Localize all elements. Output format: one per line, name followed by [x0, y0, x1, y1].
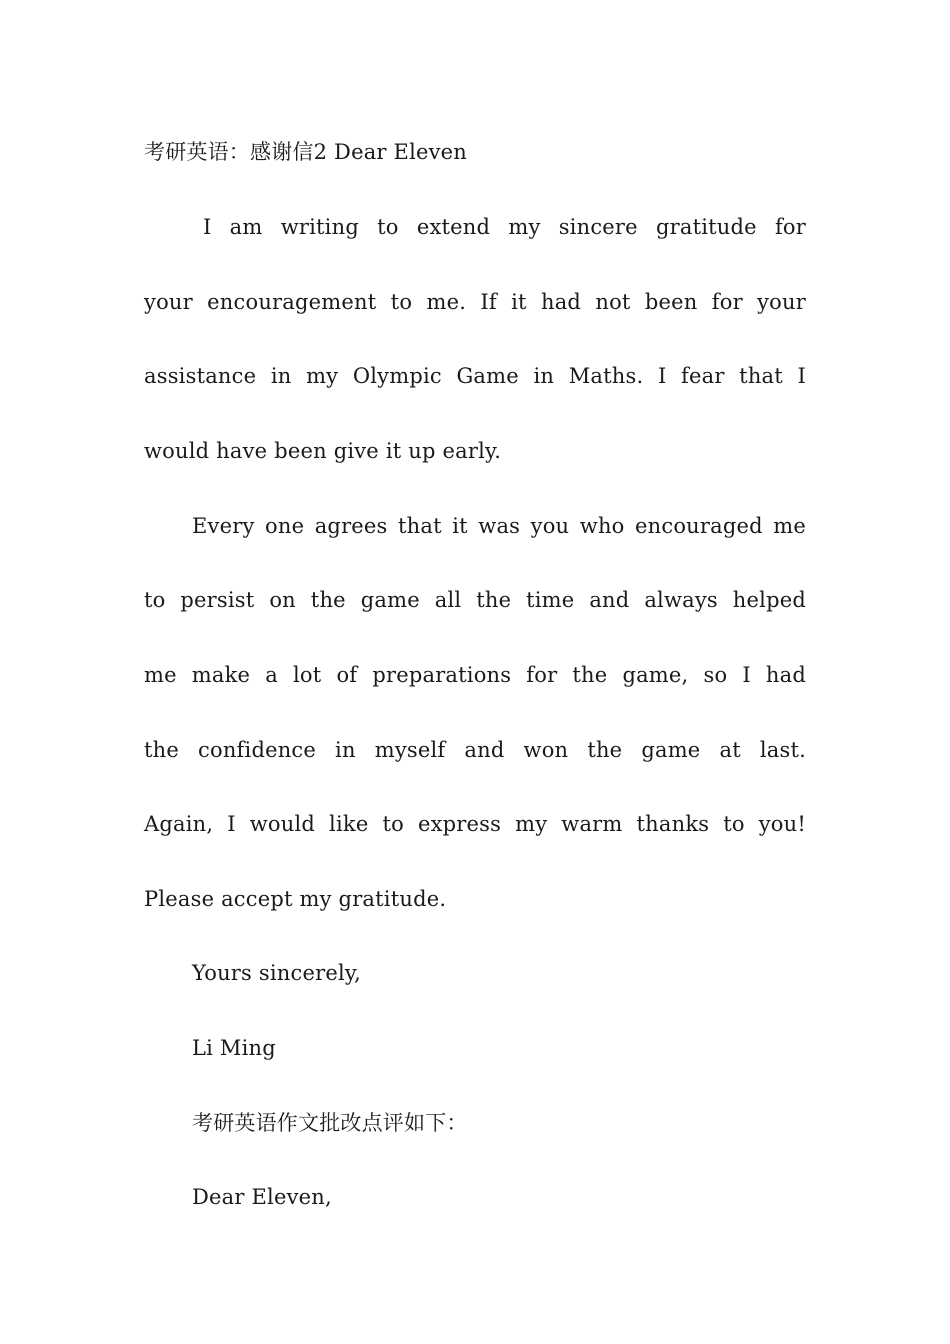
paragraph2-line-4: the confidence in myself and won the game at last. [144, 738, 806, 762]
review-salutation: Dear Eleven, [192, 1185, 332, 1209]
paragraph2-line-5: Again, I would like to express my warm thanks to you! [144, 812, 806, 836]
review-heading: 考研英语作文批改点评如下： [192, 1111, 468, 1135]
paragraph1-line-4: would have been give it up early. [144, 439, 502, 463]
paragraph2-line-2: to persist on the game all the time and always helped [144, 588, 806, 612]
paragraph1-line-1: I am writing to extend my sincere gratitude for [203, 215, 806, 239]
paragraph1-line-2: your encouragement to me. If it had not been for your [144, 290, 806, 314]
paragraph2-line-6: Please accept my gratitude. [144, 887, 447, 911]
signature-text: Li Ming [192, 1036, 276, 1060]
document-title-line: 考研英语：感谢信2 Dear Eleven [144, 140, 468, 164]
closing-text: Yours sincerely, [192, 961, 362, 985]
paragraph1-line-3: assistance in my Olympic Game in Maths. I fear that I [144, 364, 806, 388]
paragraph2-line-1: Every one agrees that it was you who encouraged me [192, 514, 806, 538]
paragraph2-line-3: me make a lot of preparations for the game, so I had [144, 663, 806, 687]
